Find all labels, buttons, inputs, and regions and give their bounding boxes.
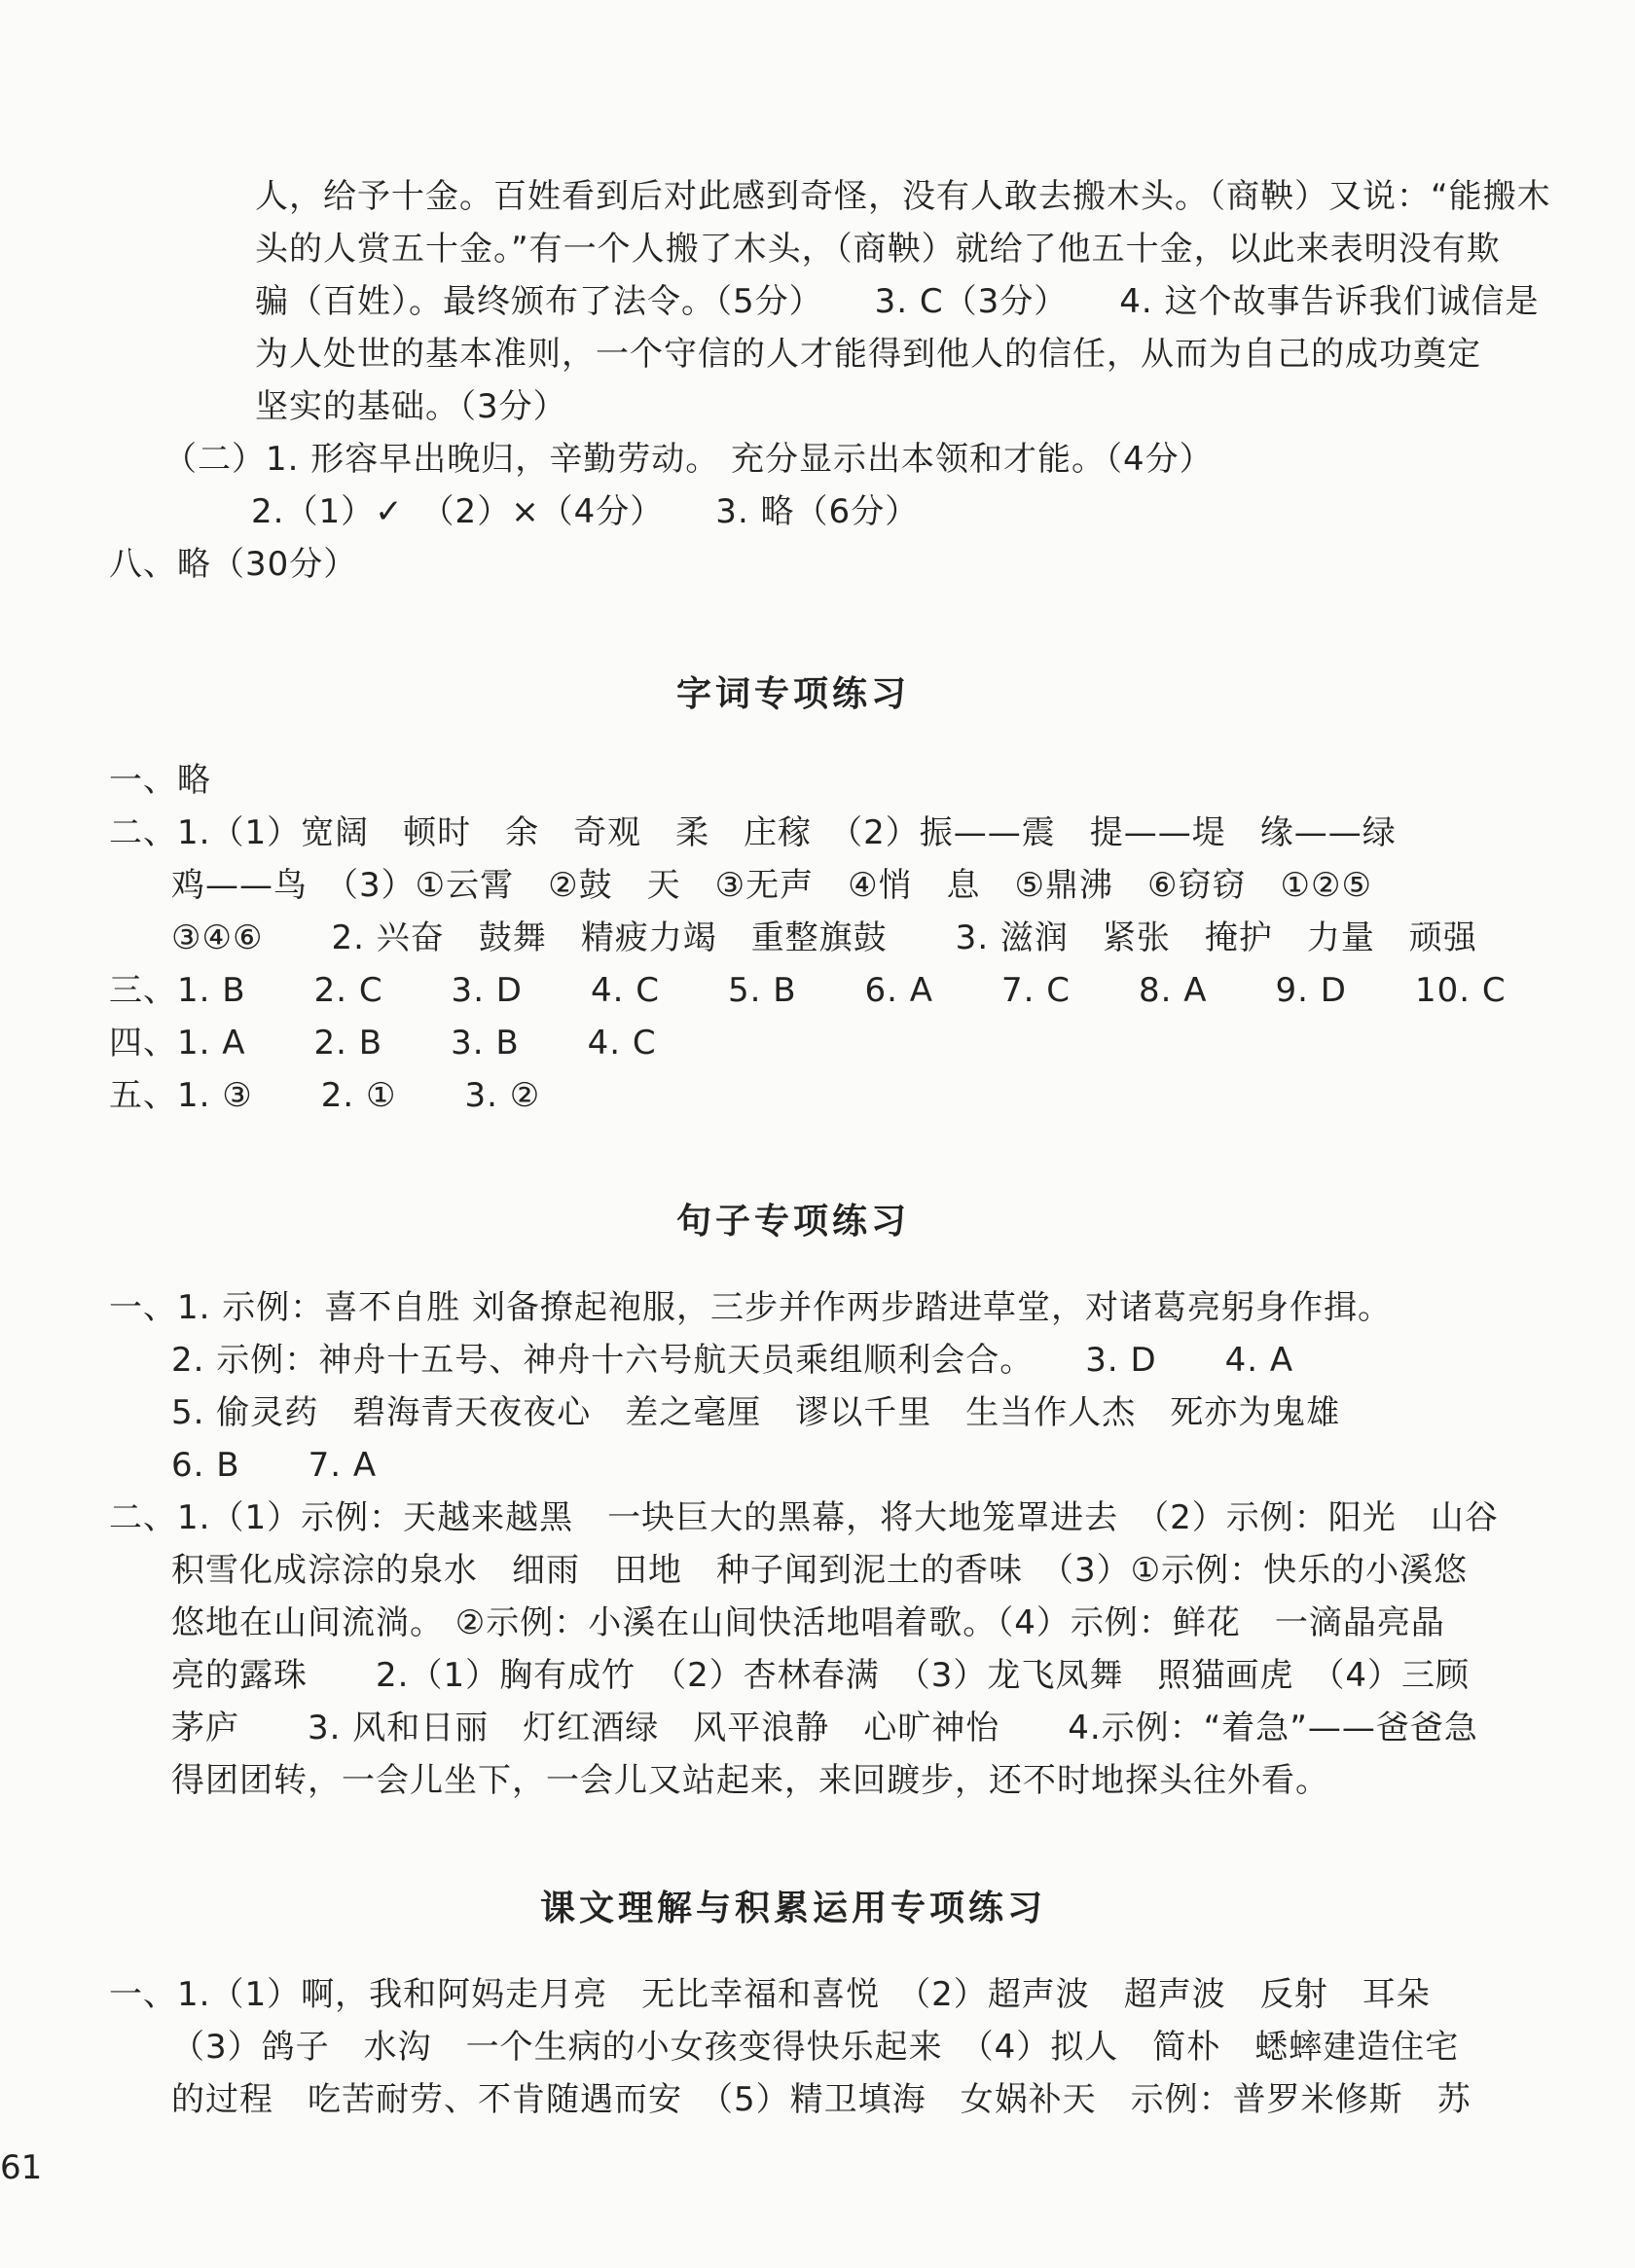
text-line: 2.（1）✓ （2）×（4分） 3. 略（6分） <box>251 492 920 531</box>
text-line: 鸡——鸟 （3）①云霄 ②鼓 天 ③无声 ④悄 息 ⑤鼎沸 ⑥窃窃 ①②⑤ <box>171 866 1372 905</box>
text-line: 积雪化成淙淙的泉水 细雨 田地 种子闻到泥土的香味 （3）①示例：快乐的小溪悠 <box>171 1551 1469 1590</box>
section-title-ju: 句子专项练习 <box>675 1202 910 1242</box>
text-line: 亮的露珠 2.（1）胸有成竹 （2）杏林春满 （3）龙飞凤舞 照猫画虎 （4）三顾 <box>171 1656 1470 1695</box>
text-line: 二、1.（1）示例：天越来越黑 一块巨大的黑幕，将大地笼罩进去 （2）示例：阳光 山谷 <box>109 1498 1499 1537</box>
text-line: 的过程 吃苦耐劳、不肯随遇而安 （5）精卫填海 女娲补天 示例：普罗米修斯 苏 <box>171 2080 1472 2119</box>
text-line: （二）1. 形容早出晚归，辛勤劳动。 充分显示出本领和才能。（4分） <box>164 440 1214 479</box>
text-line: 为人处世的基本准则，一个守信的人才能得到他人的信任，从而为自己的成功奠定 <box>255 335 1481 374</box>
section-title-kewen: 课文理解与积累运用专项练习 <box>539 1889 1046 1928</box>
text-line: 三、1. B 2. C 3. D 4. C 5. B 6. A 7. C 8. A 9. D 10. C <box>109 971 1507 1010</box>
text-line: 八、略（30分） <box>109 545 358 584</box>
text-line: 茅庐 3. 风和日丽 灯红酒绿 风平浪静 心旷神怡 4.示例：“着急”——爸爸急 <box>171 1709 1478 1747</box>
text-line: ③④⑥ 2. 兴奋 鼓舞 精疲力竭 重整旗鼓 3. 滋润 紧张 掩护 力量 顽强 <box>171 918 1477 957</box>
text-line: 四、1. A 2. B 3. B 4. C <box>109 1024 657 1062</box>
text-line: （3）鸽子 水沟 一个生病的小女孩变得快乐起来 （4）拟人 简朴 蟋蟀建造住宅 <box>171 2028 1460 2067</box>
text-line: 5. 偷灵药 碧海青天夜夜心 差之毫厘 谬以千里 生当作人杰 死亦为鬼雄 <box>171 1393 1341 1432</box>
text-line: 坚实的基础。（3分） <box>255 387 567 426</box>
section-title-ci: 字词专项练习 <box>675 674 910 714</box>
text-line: 五、1. ③ 2. ① 3. ② <box>109 1076 541 1115</box>
text-line: 一、1.（1）啊，我和阿妈走月亮 无比幸福和喜悦 （2）超声波 超声波 反射 耳朵 <box>109 1975 1431 2014</box>
text-line: 二、1.（1）宽阔 顿时 余 奇观 柔 庄稼 （2）振——震 提——堤 缘——绿 <box>109 813 1397 852</box>
text-line: 骗（百姓）。最终颁布了法令。（5分） 3. C（3分） 4. 这个故事告诉我们诚信是 <box>255 282 1540 321</box>
text-line: 6. B 7. A <box>171 1446 378 1485</box>
text-line: 一、略 <box>109 761 211 800</box>
text-line: 人，给予十金。百姓看到后对此感到奇怪，没有人敢去搬木头。（商鞅）又说：“能搬木 <box>255 177 1551 216</box>
text-line: 得团团转，一会儿坐下，一会儿又站起来，来回踱步，还不时地探头往外看。 <box>171 1761 1329 1800</box>
text-line: 悠地在山间流淌。 ②示例：小溪在山间快活地唱着歌。（4）示例：鲜花 一滴晶亮晶 <box>171 1603 1445 1642</box>
text-line: 2. 示例：神舟十五号、神舟十六号航天员乘组顺利会合。 3. D 4. A <box>171 1341 1294 1380</box>
text-line: 一、1. 示例：喜不自胜 刘备撩起袍服，三步并作两步踏进草堂，对诸葛亮躬身作揖。 <box>109 1288 1393 1327</box>
page-number: 61 <box>0 2148 43 2187</box>
text-line: 头的人赏五十金。”有一个人搬了木头，（商鞅）就给了他五十金，以此来表明没有欺 <box>255 230 1501 269</box>
